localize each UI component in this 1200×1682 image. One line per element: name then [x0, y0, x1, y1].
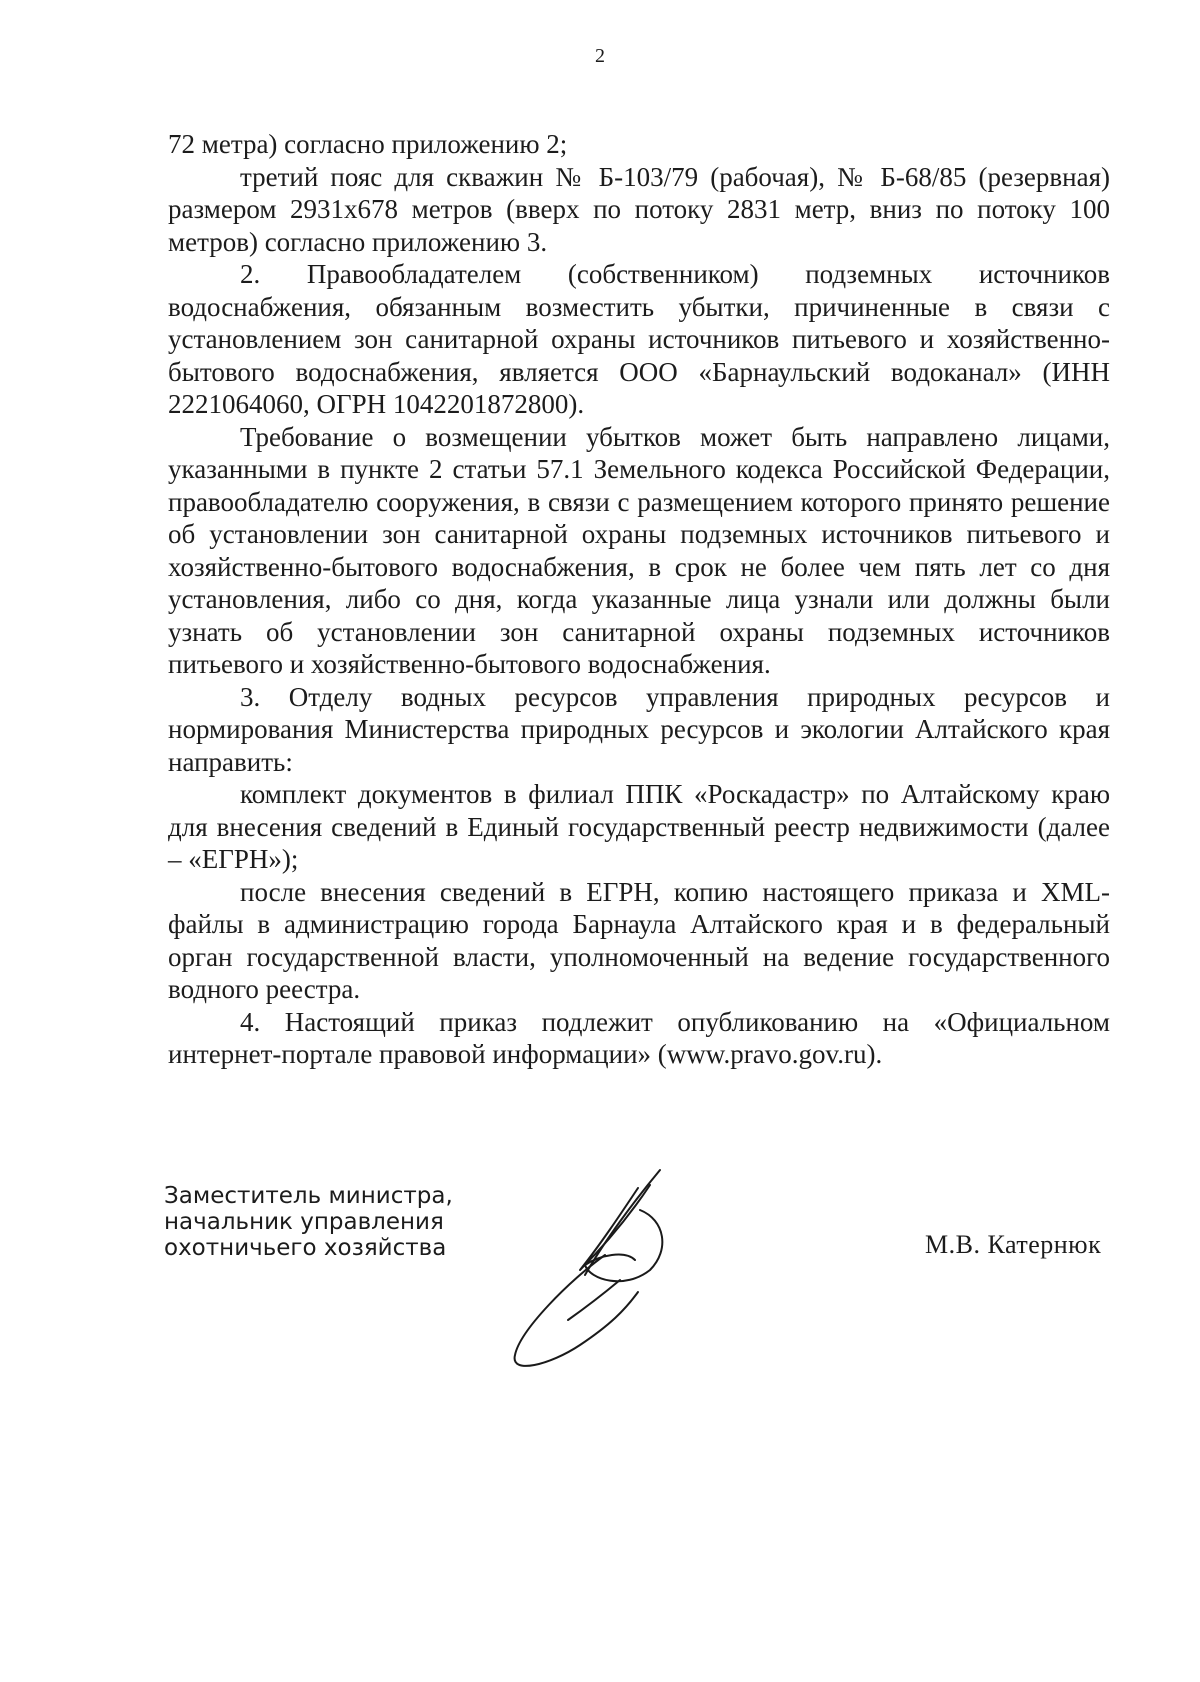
paragraph-1: 72 метра) согласно приложению 2;: [168, 129, 568, 159]
handwritten-signature: [510, 1160, 740, 1370]
paragraph-item-3: 3. Отделу водных ресурсов управления природных ресурсов и нормирования Министерства природных ресурсов и экологии Алтайского края направить:: [168, 681, 1110, 777]
signer-name: М.В. Катернюк: [925, 1230, 1102, 1259]
signatory-title-line: начальник управления: [164, 1209, 444, 1235]
document-body: [168, 128, 1110, 1071]
paragraph-documents-set: комплект документов в филиал ППК «Роскадастр» по Алтайскому краю для внесения сведений в Единый государственный реестр недвижимости (далее – «ЕГРН»);: [168, 779, 1110, 874]
paragraph-item-4: 4. Настоящий приказ подлежит опубликованию на «Официальном интернет-портале правовой информации» (www.pravo.gov.ru).: [168, 1006, 1110, 1069]
page-number: 2: [595, 45, 605, 67]
signatory-title-line: охотничьего хозяйства: [164, 1235, 447, 1261]
signatory-title: [164, 1183, 453, 1261]
paragraph-item-2: 2. Правообладателем (собственником) подземных источников водоснабжения, обязанным возместить убытки, причиненные в связи с установлением зон санитарной охраны источников питьевого и хозяйственно-бытового водоснабжения, является ООО «Барнаульский водоканал» (ИНН 2221064060, ОГРН 1042201872800).: [168, 259, 1110, 419]
paragraph-third-zone: третий пояс для скважин № Б-103/79 (рабочая), № Б-68/85 (резервная) размером 2931х678 метров (вверх по потоку 2831 метр, вниз по потоку 100 метров) согласно приложению 3.: [168, 161, 1110, 257]
paragraph-compensation-claim: Требование о возмещении убытков может быть направлено лицами, указанными в пункте 2 статьи 57.1 Земельного кодекса Российской Федерации, правообладателю сооружения, в связи с размещением которого принято решение об установлении зон санитарной охраны подземных источников питьевого и хозяйственно-бытового водоснабжения, в срок не более чем пять лет со дня установления, либо со дня, когда указанные лица узнали или должны были узнать об установлении зон санитарной охраны подземных источников питьевого и хозяйственно-бытового водоснабжения.: [168, 421, 1110, 679]
paragraph-after-egrn: после внесения сведений в ЕГРН, копию настоящего приказа и XML-файлы в администрацию города Барнаула Алтайского края и в федеральный орган государственной власти, уполномоченный на ведение государственного водного реестра.: [168, 876, 1110, 1004]
signatory-title-line: Заместитель министра,: [164, 1183, 453, 1209]
